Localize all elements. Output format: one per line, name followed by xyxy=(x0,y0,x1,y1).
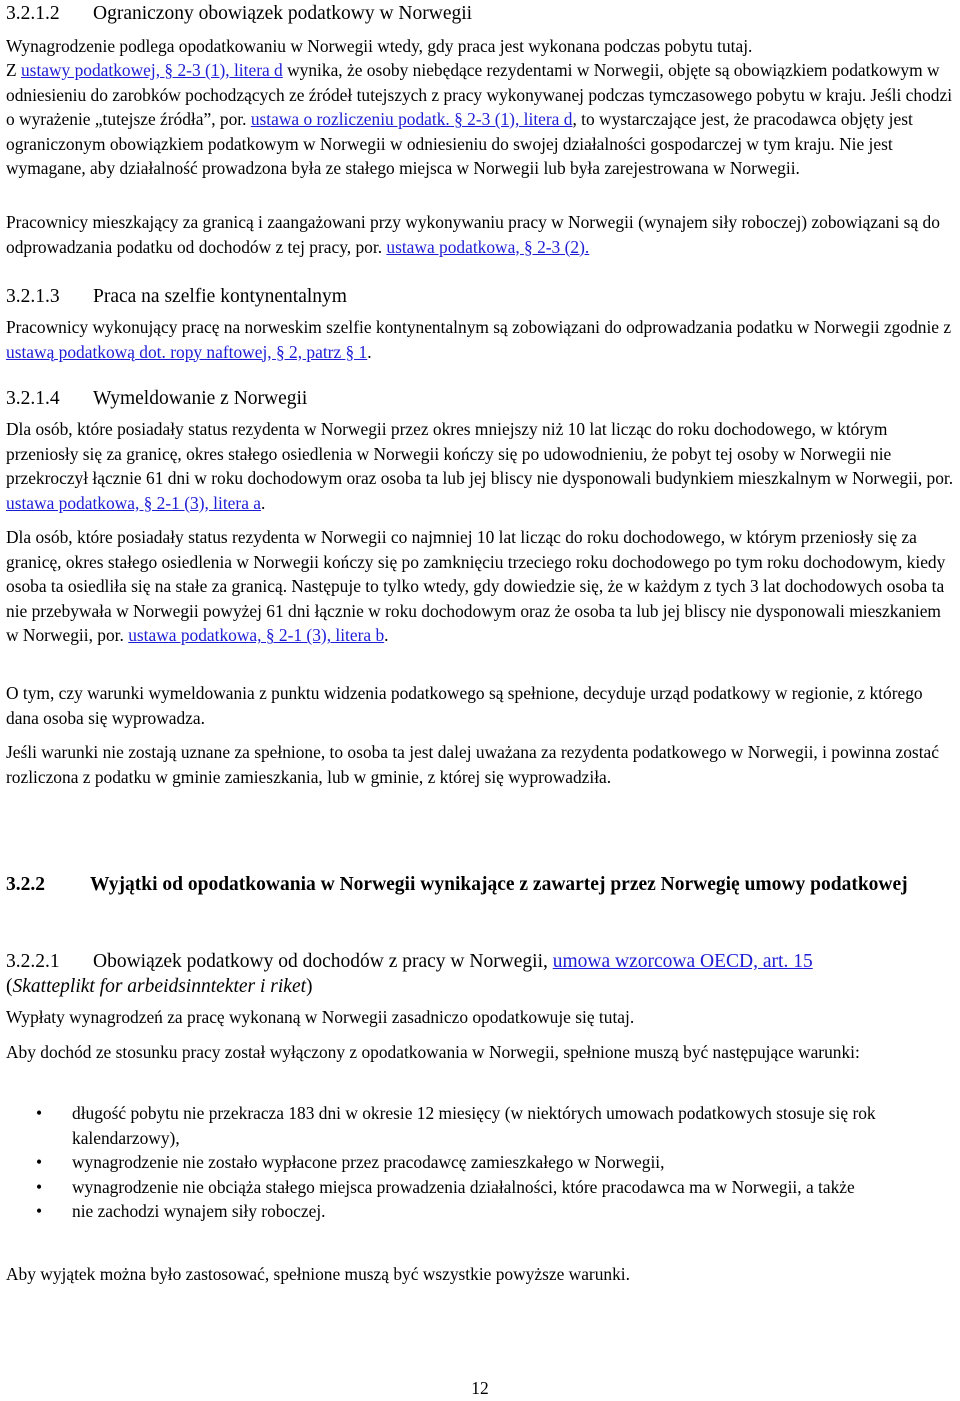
list-item-text: długość pobytu nie przekracza 183 dni w okresie 12 miesięcy (w niektórych umowach podatkowych stosuje się rok kalendarzowy), xyxy=(72,1103,876,1148)
text: . xyxy=(260,492,266,513)
list-item xyxy=(6,1150,956,1175)
section-number: 3.2.1.4 xyxy=(6,388,60,409)
conditions-list xyxy=(6,1101,956,1224)
list-item xyxy=(6,1199,956,1224)
section-heading-3-2-2-1 xyxy=(6,949,956,999)
section-title: Wyjątki od opodatkowania w Norwegii wynikające z zawartej przez Norwegię umowy podatkowej xyxy=(90,874,908,895)
paragraph: Jeśli warunki nie zostają uznane za spełnione, to osoba ta jest dalej uważana za rezydenta podatkowego w Norwegii, i powinna zostać rozliczona z podatku w gminie zamieszkania, lub w gminie, z której się wyprowadziła. xyxy=(6,742,939,787)
paragraph: Wypłaty wynagrodzeń za pracę wykonaną w Norwegii zasadniczo opodatkowuje się tutaj. xyxy=(6,1007,635,1027)
tax-settlement-act-link[interactable]: ustawa o rozliczeniu podatk. § 2-3 (1), litera d xyxy=(250,109,573,130)
text: . xyxy=(367,341,372,362)
tax-act-link[interactable]: ustawa podatkowa, § 2-3 (2). xyxy=(386,236,590,257)
bullet-icon: • xyxy=(36,1201,43,1222)
section-title: Praca na szelfie kontynentalnym xyxy=(93,286,347,307)
section-heading-3-2-1-2 xyxy=(6,2,472,26)
section-number: 3.2.2 xyxy=(6,874,45,895)
bullet-icon: • xyxy=(36,1176,43,1197)
section-title: Ograniczony obowiązek podatkowy w Norwegii xyxy=(93,3,473,24)
list-item xyxy=(6,1175,956,1200)
paragraph xyxy=(6,315,956,364)
section-subtitle: (Skatteplikt for arbeidsinntekter i riket) xyxy=(6,976,313,997)
list-item-text: wynagrodzenie nie zostało wypłacone przez pracodawcę zamieszkałego w Norwegii, xyxy=(72,1152,665,1173)
paragraph xyxy=(6,210,956,259)
bullet-icon: • xyxy=(36,1103,43,1123)
section-number: 3.2.2.1 xyxy=(6,951,60,972)
section-number: 3.2.1.3 xyxy=(6,286,60,307)
list-item xyxy=(6,1101,956,1150)
text: wynika, że osoby niebędące rezydentami w Norwegii, objęte są obowiązkiem podatkowym w odniesieniu do zarobków pochodzących ze źródeł tutejszych z pracy wykonywanej podczas tymczasowego pobytu w kraju. Jeśli chodzi o wyrażenie „tutejsze źródła”, por. xyxy=(6,60,953,130)
text: , to wystarczające jest, że pracodawca objęty jest ograniczonym obowiązkiem podatkowym w Norwegii w odniesieniu do swojej działalności gospodarczej w tym kraju. Nie jest wymagane, aby działalność prowadzona była ze stałego miejsca w Norwegii lub była zarejestrowana w Norwegii. xyxy=(6,109,913,179)
list-item-text: wynagrodzenie nie obciąża stałego miejsca prowadzenia działalności, które pracodawca ma w Norwegii, a także xyxy=(72,1176,855,1197)
text: Pracownicy mieszkający za granicą i zaangażowani przy wykonywaniu pracy w Norwegii (wynajem siły roboczej) zobowiązani są do odprowadzania podatku od dochodów z tej pracy, por. xyxy=(6,212,940,257)
text: Dla osób, które posiadały status rezydenta w Norwegii co najmniej 10 lat licząc do roku dochodowego, w którym przeniosły się za granicę, okres stałego osiedlenia w Norwegii kończy się po zamknięciu trzeciego roku dochodowego po tym roku dochodowym, kiedy osoba ta osiedliła się na stałe za granicą. Następuje to tylko wtedy, gdy dowiedzie się, że w każdym z tych 3 lat dochodowych osoba ta nie przebywała w Norwegii powyżej 61 dni łącznie w roku dochodowym oraz że osoba ta lub jej bliscy nie dysponowali mieszkaniem w Norwegii, por. xyxy=(6,527,946,646)
section-title: Wymeldowanie z Norwegii xyxy=(93,388,308,409)
text: Dla osób, które posiadały status rezydenta w Norwegii przez okres mniejszy niż 10 lat licząc do roku dochodowego, w którym przeniosły się za granicę, okres stałego osiedlenia w Norwegii kończy się po udowodnieniu, że pobyt tej osoby w Norwegii nie przekroczył łącznie 61 dni w roku dochodowym oraz osoba ta lub jej bliscy nie dysponowali budynkiem mieszkalnym w Norwegii, por. xyxy=(6,419,954,489)
tax-act-link[interactable]: ustawa podatkowa, § 2-1 (3), litera b xyxy=(128,625,385,646)
paragraph: O tym, czy warunki wymeldowania z punktu widzenia podatkowego są spełnione, decyduje urząd podatkowy w regionie, z którego dana osoba się wyprowadza. xyxy=(6,683,923,728)
paragraph: Aby wyjątek można było zastosować, spełnione muszą być wszystkie powyższe warunki. xyxy=(6,1264,630,1284)
section-heading-3-2-1-4 xyxy=(6,387,307,411)
section-title: Obowiązek podatkowy od dochodów z pracy w Norwegii, xyxy=(93,951,553,972)
bullet-icon: • xyxy=(36,1152,43,1173)
paragraph xyxy=(6,58,956,181)
page-number: 12 xyxy=(471,1378,489,1398)
section-heading-3-2-1-3 xyxy=(6,285,347,309)
paragraph xyxy=(6,417,956,515)
paragraph xyxy=(6,525,956,648)
section-heading-3-2-2 xyxy=(6,872,956,897)
tax-act-link[interactable]: ustawy podatkowej, § 2-3 (1), litera d xyxy=(20,60,283,80)
section-subtitle-italic: Skatteplikt for arbeidsinntekter i riket xyxy=(12,976,307,997)
text: . xyxy=(384,625,389,646)
text: Z xyxy=(6,60,21,80)
section-number: 3.2.1.2 xyxy=(6,3,60,24)
tax-act-link[interactable]: ustawa podatkowa, § 2-1 (3), litera a xyxy=(6,492,261,513)
petroleum-tax-act-link[interactable]: ustawą podatkową dot. ropy naftowej, § 2, patrz § 1 xyxy=(6,341,368,362)
paragraph: Aby dochód ze stosunku pracy został wyłączony z opodatkowania w Norwegii, spełnione muszą być następujące warunki: xyxy=(6,1042,860,1062)
oecd-model-link[interactable]: umowa wzorcowa OECD, art. 15 xyxy=(552,951,813,972)
paragraph: Wynagrodzenie podlega opodatkowaniu w Norwegii wtedy, gdy praca jest wykonana podczas pobytu tutaj. xyxy=(6,36,753,56)
list-item-text: nie zachodzi wynajem siły roboczej. xyxy=(72,1201,326,1222)
text: Pracownicy wykonujący pracę na norweskim szelfie kontynentalnym są zobowiązani do odprowadzania podatku w Norwegii zgodnie z xyxy=(6,317,952,337)
